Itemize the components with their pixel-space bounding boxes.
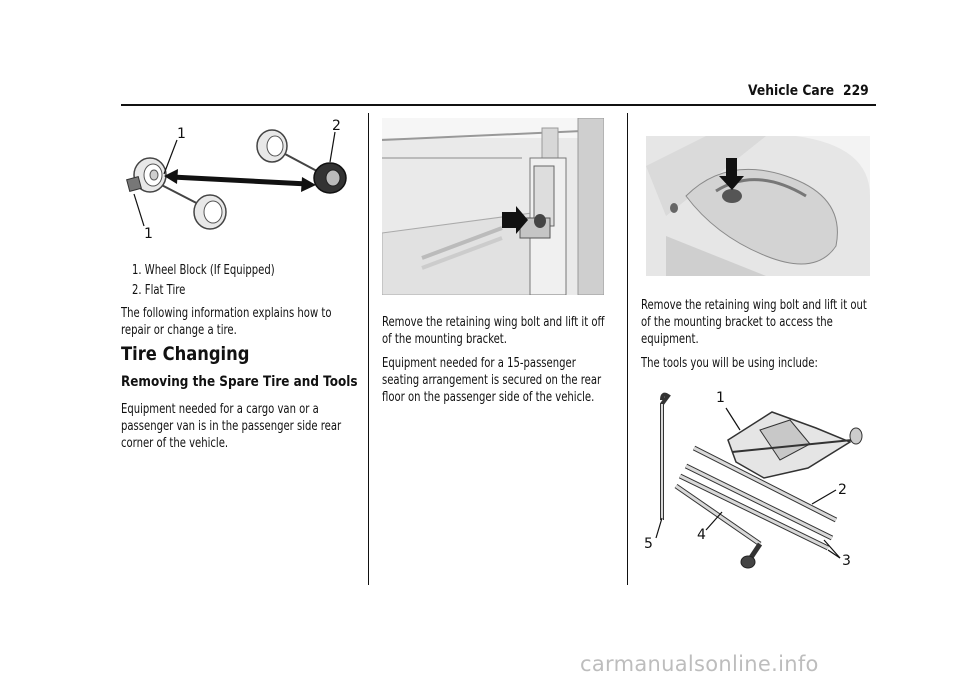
figure-jack-and-tools bbox=[640, 390, 868, 570]
figure-mounting-bracket bbox=[382, 118, 604, 295]
legend-item: 2. Flat Tire bbox=[132, 283, 186, 298]
cargo-van-paragraph: Equipment needed for a cargo van or a passenger van is in the passenger side rear corner of the vehicle. bbox=[121, 402, 342, 451]
callout-2: 2 bbox=[332, 118, 341, 134]
figure-legend bbox=[132, 262, 298, 302]
figure-rear-floor-bracket bbox=[646, 136, 870, 276]
callout-4: 4 bbox=[697, 527, 706, 543]
callout-3: 3 bbox=[842, 553, 851, 569]
page-number: 229 bbox=[843, 83, 869, 99]
watermark: carmanualsonline.info bbox=[580, 652, 819, 676]
column-divider-2 bbox=[627, 113, 628, 585]
wing-bolt-paragraph-2: Remove the retaining wing bolt and lift it out of the mounting bracket to access the equipment. bbox=[641, 298, 867, 347]
callout-2: 2 bbox=[838, 482, 847, 498]
callout-1-bottom: 1 bbox=[144, 226, 153, 242]
figure-tires-illustration bbox=[120, 118, 356, 248]
section-title: Tire Changing bbox=[121, 343, 250, 365]
tools-intro-paragraph: The tools you will be using include: bbox=[641, 356, 818, 371]
callout-5: 5 bbox=[644, 536, 653, 552]
column-divider-1 bbox=[368, 113, 369, 585]
passenger-seating-paragraph: Equipment needed for a 15-passenger seating arrangement is secured on the rear floor on the passenger side of the vehicle. bbox=[382, 356, 602, 405]
subsection-title: Removing the Spare Tire and Tools bbox=[121, 374, 358, 390]
callout-1-top: 1 bbox=[177, 126, 186, 142]
legend-item: 1. Wheel Block (If Equipped) bbox=[132, 263, 275, 278]
header-rule bbox=[121, 104, 876, 106]
intro-paragraph: The following information explains how to repair or change a tire. bbox=[121, 306, 332, 338]
callout-1: 1 bbox=[716, 390, 725, 406]
running-header-section: Vehicle Care bbox=[748, 83, 835, 99]
wing-bolt-paragraph-1: Remove the retaining wing bolt and lift it off of the mounting bracket. bbox=[382, 315, 605, 347]
